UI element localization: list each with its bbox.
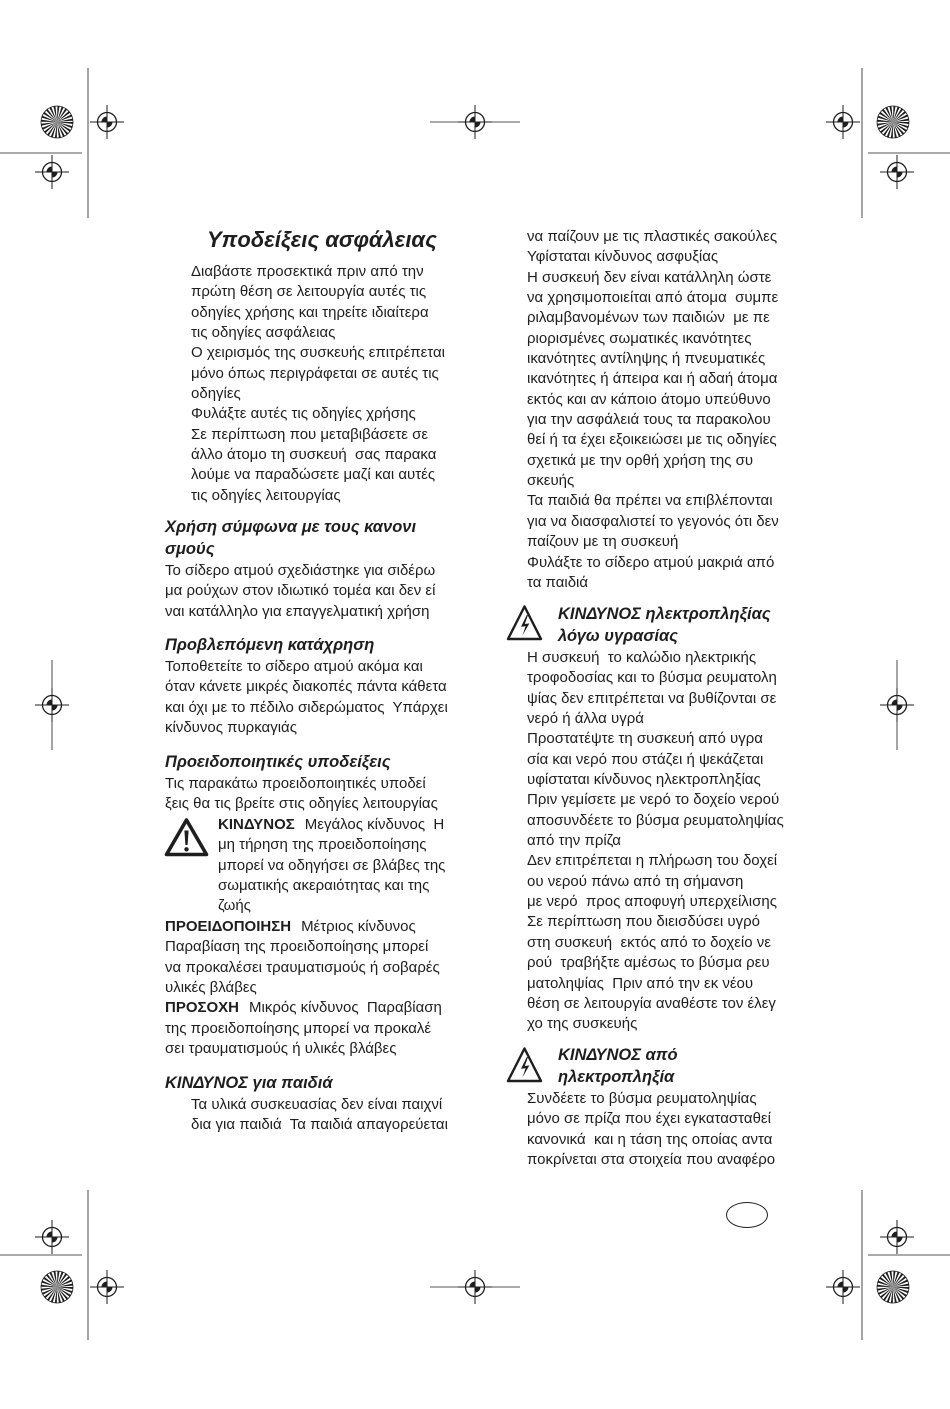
text-line: ματοληψίας Πριν από την εκ νέου bbox=[527, 974, 754, 992]
text-line: μόνο όπως περιγράφεται σε αυτές τις bbox=[191, 364, 439, 382]
text-line: και όχι με το πέδιλο σιδερώματος Υπάρχει bbox=[165, 698, 448, 716]
heading-line: ΚΙΝΔΥΝΟΣ για παιδιά bbox=[165, 1074, 333, 1092]
text-line: κίνδυνος πυρκαγιάς bbox=[165, 719, 297, 737]
registration-mark bbox=[458, 105, 492, 139]
danger-note bbox=[218, 815, 445, 917]
text-line: ναι κατάλληλο για επαγγελματική χρήση bbox=[165, 602, 430, 620]
text-line: Υφίσταται κίνδυνος ασφυξίας bbox=[527, 248, 719, 266]
text-line: ψίας δεν επιτρέπεται να βυθίζονται σε bbox=[527, 689, 777, 707]
text-line: Σε περίπτωση που μεταβιβάσετε σε bbox=[191, 425, 429, 443]
registration-mark bbox=[35, 155, 69, 189]
text-line: ου νερού πάνω από τη σήμανση bbox=[527, 872, 744, 890]
usage-heading bbox=[165, 516, 416, 560]
text-line: σία και νερό που στάζει ή ψεκάζεται bbox=[527, 750, 764, 768]
danger-label: ΚΙΝΔΥΝΟΣ bbox=[218, 816, 295, 833]
text-line: να προκαλέσει τραυματισμούς ή σοβαρές bbox=[165, 958, 440, 976]
text-line: εκτός και αν κάποιο άτομο υπεύθυνο bbox=[527, 390, 771, 408]
heading-line: ΚΙΝΔΥΝΟΣ από bbox=[558, 1046, 678, 1064]
text-line: υλικές βλάβες bbox=[165, 979, 257, 997]
text-line: δια για παιδιά Τα παιδιά απαγορεύεται bbox=[191, 1116, 448, 1134]
text-line: οδηγίες bbox=[191, 385, 241, 403]
text-line: Συνδέετε το βύσμα ρευματοληψίας bbox=[527, 1090, 757, 1107]
warning-triangle-exclamation-icon bbox=[164, 817, 209, 857]
text-line: Τοποθετείτε το σίδερο ατμού ακόμα και bbox=[165, 658, 423, 675]
caution-label: ΠΡΟΣΟΧΗ bbox=[165, 999, 240, 1017]
registration-mark bbox=[880, 1220, 914, 1254]
registration-mark bbox=[90, 1270, 124, 1304]
danger-note-first-line bbox=[218, 815, 445, 835]
text-line: σωματικής ακεραιότητας και της bbox=[218, 877, 430, 895]
text-line: Δεν επιτρέπεται η πλήρωση του δοχεί bbox=[527, 852, 778, 870]
text-line: να παίζουν με τις πλαστικές σακούλες bbox=[527, 228, 778, 245]
misuse-heading bbox=[165, 634, 374, 656]
registration-mark bbox=[880, 688, 914, 722]
heading-line: ηλεκτροπληξία bbox=[558, 1068, 675, 1086]
text-line: σει τραυματισμούς ή υλικές βλάβες bbox=[165, 1040, 397, 1058]
registration-mark bbox=[35, 688, 69, 722]
text-line: ριορισμένες σωματικές ικανότητες bbox=[527, 329, 752, 347]
text-line: αποσυνδέετε το βύσμα ρευματοληψίας bbox=[527, 811, 784, 829]
text-line: Προστατέψτε τη συσκευή από υγρα bbox=[527, 730, 763, 748]
color-star-mark bbox=[41, 1271, 73, 1303]
signal-word-notes bbox=[165, 917, 442, 1059]
color-star-mark bbox=[877, 1271, 909, 1303]
moisture-paragraph bbox=[527, 648, 784, 1035]
text-line: Η συσκευή δεν είναι κατάλληλη ώστε bbox=[527, 268, 772, 286]
heading-line: Χρήση σύμφωνα με τους κανονι bbox=[165, 518, 417, 536]
registration-mark bbox=[826, 1270, 860, 1304]
text-line: στη συσκευή εκτός από το δοχείο νε bbox=[527, 933, 771, 951]
text-line: Σε περίπτωση που διεισδύσει υγρό bbox=[527, 913, 760, 931]
text-line: παίζουν με τη συσκευή bbox=[527, 533, 679, 551]
text-line: μπορεί να οδηγήσει σε βλάβες της bbox=[218, 856, 446, 874]
registration-mark bbox=[35, 1220, 69, 1254]
text-line: θέση σε λειτουργία αναθέστε τον έλεγ bbox=[527, 994, 776, 1012]
warning-label: ΠΡΟΕΙΔΟΠΟΙΗΣΗ bbox=[165, 918, 292, 935]
text-line: Η συσκευή το καλώδιο ηλεκτρικής bbox=[527, 649, 757, 666]
caution-note-first-line bbox=[165, 998, 442, 1018]
shock-paragraph bbox=[527, 1089, 775, 1170]
text-line: κανονικά και η τάση της οποίας αντα bbox=[527, 1130, 773, 1148]
heading-line: Προειδοποιητικές υποδείξεις bbox=[165, 753, 391, 771]
children-paragraph-continued bbox=[527, 227, 779, 593]
text-line: για να διασφαλιστεί το γεγονός ότι δεν bbox=[527, 512, 779, 530]
caution-note-body bbox=[165, 1019, 442, 1060]
text-line: για την ασφάλειά τους τα παρακολου bbox=[527, 411, 771, 429]
text-line: τις οδηγίες λειτουργίας bbox=[191, 486, 341, 504]
usage-paragraph bbox=[165, 561, 435, 622]
text-line: λούμε να παραδώσετε μαζί και αυτές bbox=[191, 466, 436, 484]
caution-note-text: Μικρός κίνδυνος Παραβίαση bbox=[249, 999, 442, 1017]
intro-paragraph bbox=[191, 262, 445, 506]
heading-line: ΚΙΝΔΥΝΟΣ ηλεκτροπληξίας bbox=[558, 605, 771, 623]
color-star-mark bbox=[41, 106, 73, 138]
registration-mark bbox=[826, 105, 860, 139]
warnings-heading bbox=[165, 751, 391, 773]
text-line: ριλαμβανομένων των παιδιών με πε bbox=[527, 309, 770, 327]
text-line: άλλο άτομο τη συσκευή σας παρακα bbox=[191, 446, 437, 464]
text-line: ρού τραβήξτε αμέσως το βύσμα ρευ bbox=[527, 954, 770, 972]
danger-note-body bbox=[218, 835, 445, 916]
text-line: Φυλάξτε το σίδερο ατμού μακριά από bbox=[527, 553, 775, 571]
misuse-paragraph bbox=[165, 657, 448, 738]
text-line: νερό ή άλλα υγρά bbox=[527, 710, 644, 728]
text-line: χο της συσκευής bbox=[527, 1015, 638, 1033]
registration-mark bbox=[880, 155, 914, 189]
text-line: να χρησιμοποιείται από άτομα συμπε bbox=[527, 289, 779, 307]
heading-line: λόγω υγρασίας bbox=[558, 627, 678, 645]
text-line: ζωής bbox=[218, 897, 251, 915]
text-line: τα παιδιά bbox=[527, 573, 589, 591]
children-paragraph bbox=[191, 1095, 448, 1136]
registration-mark bbox=[458, 1270, 492, 1304]
text-line: Φυλάξτε αυτές τις οδηγίες χρήσης bbox=[191, 405, 416, 423]
warning-triangle-lightning-icon bbox=[506, 604, 543, 641]
text-line: της προειδοποίησης μπορεί να προκαλέ bbox=[165, 1019, 432, 1037]
text-line: ικανότητες αντίληψης ή πνευματικές bbox=[527, 350, 766, 368]
text-line: μα ρούχων στον ιδιωτικό τομέα και δεν εί bbox=[165, 582, 436, 600]
text-line: πρώτη θέση σε λειτουργία αυτές τις bbox=[191, 283, 427, 301]
text-line: τροφοδοσίας και το βύσμα ρευματολη bbox=[527, 669, 777, 687]
text-line: Ο χειρισμός της συσκευής επιτρέπεται bbox=[191, 344, 446, 362]
text-line: υφίσταται κίνδυνος ηλεκτροπληξίας bbox=[527, 771, 761, 789]
text-line: ποκρίνεται στα στοιχεία που αναφέρο bbox=[527, 1151, 776, 1169]
text-line: τις οδηγίες ασφάλειας bbox=[191, 324, 336, 342]
heading-line: σμούς bbox=[165, 540, 215, 558]
text-line: μόνο σε πρίζα που έχει εγκατασταθεί bbox=[527, 1110, 771, 1128]
text-line: Διαβάστε προσεκτικά πριν από την bbox=[191, 263, 424, 280]
text-line: σχετικά με την ορθή χρήση της συ bbox=[527, 451, 754, 469]
color-star-mark bbox=[877, 106, 909, 138]
registration-mark bbox=[90, 105, 124, 139]
text-line: ικανότητες ή άπειρα και ή αδαή άτομα bbox=[527, 370, 778, 388]
danger-note-text: Μεγάλος κίνδυνος Η bbox=[304, 816, 445, 833]
warning-note-text: Μέτριος κίνδυνος bbox=[301, 918, 416, 935]
text-line: Τις παρακάτω προειδοποιητικές υποδεί bbox=[165, 775, 426, 792]
text-line: Πριν γεμίσετε με νερό το δοχείο νερού bbox=[527, 791, 780, 809]
text-line: θεί ή τα έχει εξοικειώσει με τις οδηγίες bbox=[527, 431, 777, 449]
text-line: Τα παιδιά θα πρέπει να επιβλέπονται bbox=[527, 492, 773, 510]
text-line: μη τήρηση της προειδοποίησης bbox=[218, 836, 427, 854]
shock-heading bbox=[558, 1044, 678, 1088]
warning-note-first-line bbox=[165, 917, 442, 937]
text-line: Το σίδερο ατμού σχεδιάστηκε για σιδέρω bbox=[165, 562, 436, 579]
warnings-paragraph bbox=[165, 774, 438, 815]
moisture-heading bbox=[558, 603, 771, 647]
page-title: Υποδείξεις ασφάλειας bbox=[207, 227, 437, 252]
warning-note-body bbox=[165, 937, 442, 998]
heading-line: Προβλεπόμενη κατάχρηση bbox=[165, 636, 375, 654]
page-number-oval bbox=[726, 1202, 768, 1228]
text-line: σκευής bbox=[527, 472, 575, 490]
text-line: οδηγίες χρήσης και τηρείτε ιδιαίτερα bbox=[191, 303, 429, 321]
text-line: Παραβίαση της προειδοποίησης μπορεί bbox=[165, 938, 429, 956]
text-line: με νερό προς αποφυγή υπερχείλισης bbox=[527, 893, 777, 911]
warning-triangle-lightning-icon bbox=[506, 1046, 543, 1083]
text-line: από την πρίζα bbox=[527, 832, 621, 850]
text-line: ξεις θα τις βρείτε στις οδηγίες λειτουργίας bbox=[165, 795, 438, 813]
children-heading bbox=[165, 1072, 333, 1094]
text-line: Τα υλικά συσκευασίας δεν είναι παιχνί bbox=[191, 1096, 443, 1113]
text-line: όταν κάνετε μικρές διακοπές πάντα κάθετα bbox=[165, 678, 447, 696]
